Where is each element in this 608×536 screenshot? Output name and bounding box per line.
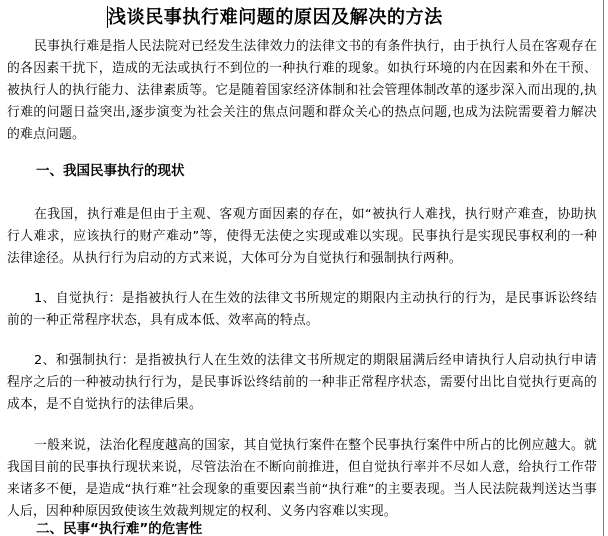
intro-paragraph: 民事执行难是指人民法院对已经发生法律效力的法律文书的有条件执行，由于执行人员在客观存在的各因素干扰下，造成的无法或执行不到位的一种执行难的现象。如执行环境的内在因素和外在干预、被执行人的执行能力、法律素质等。它是随着国家经济体制和社会管理体制改革的逐步深入而出现的,执行难的问题日益突出,逐步演变为社会关注的焦点问题和群众关心的热点问题,也成为法院需要着力解决的难点问题。: [7, 39, 597, 142]
paragraph-compulsory-execution: 2、和强制执行：是指被执行人在生效的法律文书所规定的期限届满后经申请执行人启动执行申请程序之后的一种被动执行行为，是民事诉讼终结前的一种非正常程序状态，需要付出比自觉执行更高的成本，是不自觉执行的法律后果。: [7, 353, 597, 412]
section-heading-1: 一、我国民事执行的现状: [36, 163, 185, 179]
page-edge: [603, 0, 604, 536]
section-heading-2: 二、民事“执行难”的危害性: [36, 521, 203, 536]
paragraph-current-status: 在我国，执行难是但由于主观、客观方面因素的存在，如“被执行人难找，执行财产难查，协助执行人难求，应该执行的财产难动”等，使得无法使之实现或难以实现。民事执行是实现民事权利的一种法律途径。从执行行为启动的方式来说，大体可分为自觉执行和强制执行两种。: [7, 207, 597, 266]
paragraph-voluntary-execution: 1、自觉执行：是指被执行人在生效的法律文书所规定的期限内主动执行的行为，是民事诉讼终结前的一种正常程序状态，具有成本低、效率高的特点。: [7, 291, 597, 328]
document-title: 浅谈民事执行难问题的原因及解决的方法: [108, 7, 443, 28]
paragraph-execution-rate: 一般来说，法治化程度越高的国家，其自觉执行案件在整个民事执行案件中所占的比例应越大。就我国目前的民事执行现状来说，尽管法治在不断向前推进，但自觉执行率并不尽如人意，给执行工作带来诸多不便，是造成“执行难”社会现象的重要因素当前“执行难”的主要表现。当人民法院裁判送达当事人后，因种种原因致使该生效裁判规定的权利、义务内容难以实现。: [7, 438, 597, 519]
